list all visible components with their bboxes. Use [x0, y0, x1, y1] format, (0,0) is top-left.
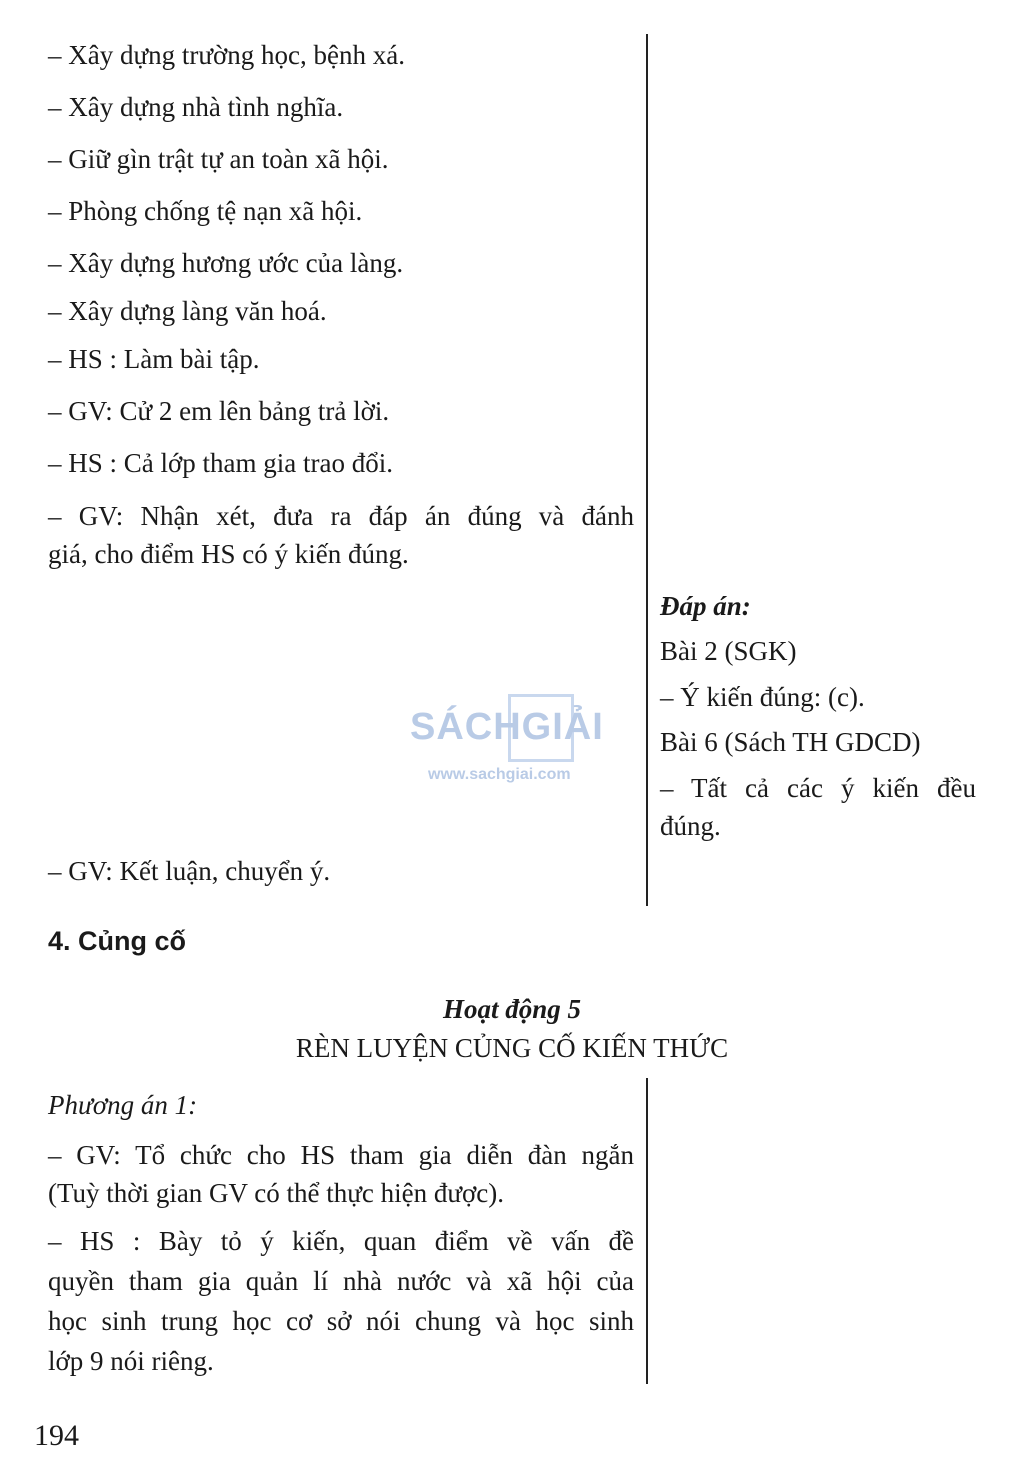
- activity-subtitle: RÈN LUYỆN CỦNG CỐ KIẾN THỨC: [295, 1033, 729, 1063]
- page-number: 194: [34, 1419, 79, 1452]
- watermark-brand: SÁCHGIẢI: [410, 706, 604, 748]
- list-item: – Xây dựng làng văn hoá.: [48, 296, 327, 326]
- answer-all-correct-line-1: – Tất cả các ý kiến đều: [660, 773, 976, 803]
- list-item: – Giữ gìn trật tự an toàn xã hội.: [48, 144, 389, 174]
- answer-line: – Ý kiến đúng: (c).: [660, 682, 865, 712]
- answer-label: Đáp án:: [660, 591, 751, 621]
- gv-comment-line-1: – GV: Nhận xét, đưa ra đáp án đúng và đánh: [48, 501, 634, 531]
- answer-line: Bài 6 (Sách TH GDCD): [660, 727, 921, 757]
- list-item: – Xây dựng trường học, bệnh xá.: [48, 40, 405, 70]
- paragraph-line: học sinh trung học cơ sở nói chung và học sinh: [48, 1306, 634, 1336]
- list-item: – Xây dựng hương ước của làng.: [48, 248, 404, 278]
- paragraph-line: quyền tham gia quản lí nhà nước và xã hội của: [48, 1266, 634, 1296]
- option-label: Phương án 1:: [48, 1090, 198, 1120]
- paragraph-line: – GV: Tổ chức cho HS tham gia diễn đàn ngắn: [48, 1140, 634, 1170]
- answer-all-correct-line-2: đúng.: [660, 811, 721, 841]
- list-item: – Xây dựng nhà tình nghĩa.: [48, 92, 344, 122]
- answer-line: Bài 2 (SGK): [660, 636, 797, 666]
- paragraph-line: (Tuỳ thời gian GV có thể thực hiện được).: [48, 1178, 505, 1208]
- column-divider: [646, 34, 648, 906]
- watermark-url: www.sachgiai.com: [428, 766, 571, 783]
- list-item: – HS : Cả lớp tham gia trao đổi.: [48, 448, 393, 478]
- paragraph-line: lớp 9 nói riêng.: [48, 1346, 214, 1376]
- list-item: – GV: Cử 2 em lên bảng trả lời.: [48, 396, 390, 426]
- list-item: – Phòng chống tệ nạn xã hội.: [48, 196, 363, 226]
- gv-comment-line-2: giá, cho điểm HS có ý kiến đúng.: [48, 539, 409, 569]
- watermark-logo: [410, 690, 620, 790]
- activity-title: Hoạt động 5: [442, 994, 582, 1024]
- list-item: – HS : Làm bài tập.: [48, 344, 260, 374]
- gv-conclusion: – GV: Kết luận, chuyển ý.: [48, 856, 331, 886]
- column-divider: [646, 1078, 648, 1384]
- section-heading: 4. Củng cố: [48, 926, 187, 956]
- paragraph-line: – HS : Bày tỏ ý kiến, quan điểm về vấn đề: [48, 1226, 634, 1256]
